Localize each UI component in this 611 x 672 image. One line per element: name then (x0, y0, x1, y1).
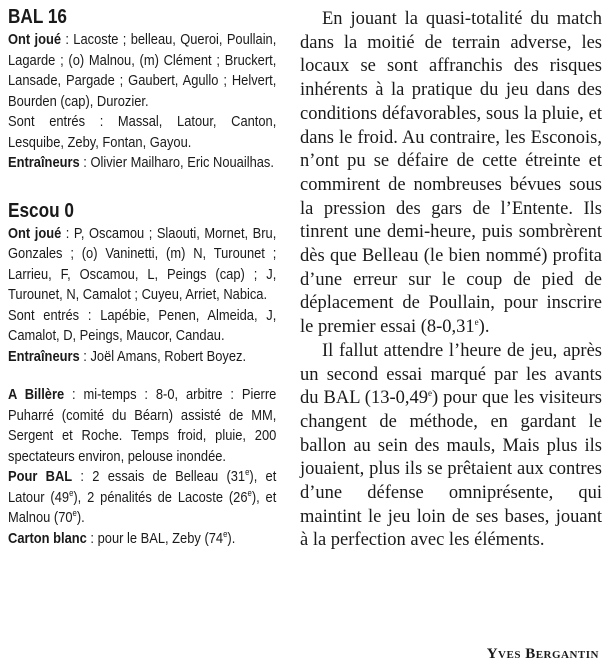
ordinal-sup: e (428, 388, 432, 399)
ont-joue-label: Ont joué (8, 224, 62, 242)
card-text: ). (227, 529, 236, 547)
team-home-coaches-names: : Olivier Mailharo, Eric Nouailhas. (79, 154, 274, 171)
article-paragraph-2 (300, 340, 602, 553)
team-away-block (8, 198, 276, 368)
article-text: ) pour que les visiteurs changent de méthode, en gardant le ballon au sein des mauls, Mais plus ils jouaient, plus ils se prêtaient aux contres d’une défense omniprésente, qui maintint le jeu loin de ses bases, jouant à la perfection avec les éléments. (300, 388, 602, 551)
ordinal-sup: e (69, 487, 74, 498)
scorers-info (8, 467, 276, 529)
article-text: En jouant la quasi-totalité du match dans la moitié de terrain adverse, les locaux se sont affranchis des risques inhérents à la pratique du jeu dans des conditions défavorables, sous la pluie, et dans le froid. Au contraire, les Esconois, n’ont pu se défaire de cette étreinte et commirent de nombreuses bévues sous la pression des gars de l’Entente. Ils tinrent une demi-heure, puis sombrèrent dès que Belleau (le bien nommé) profita d’une erreur sur le coup de pied de déplacement de Poullain, pour inscrire le premier essai (8-0,31 (300, 9, 602, 338)
team-home-block (8, 4, 276, 174)
article-paragraph-1 (300, 8, 602, 340)
ont-joue-label: Ont joué (8, 31, 62, 48)
article-text: Il fallut attendre l’heure de jeu, après un second essai marqué par les avants du BAL (13-0,49 (300, 340, 602, 409)
match-sheet-column (8, 4, 276, 549)
pour-bal-label: Pour BAL (8, 468, 73, 485)
scorers-text: ), et Malnou (70 (8, 488, 277, 526)
scorers-text: ), 2 pénalités de Lacoste (26 (73, 488, 248, 506)
ordinal-sup: e (245, 467, 250, 477)
scorers-text: : 2 essais de Belleau (31 (72, 468, 246, 485)
team-home-title: BAL 16 (8, 6, 67, 28)
team-away-title: Escou 0 (8, 199, 74, 222)
card-info (8, 529, 276, 550)
match-info-block (8, 385, 276, 549)
team-away-coaches-names: : Joël Amans, Robert Boyez. (79, 347, 247, 365)
team-home-substitutes: Sont entrés : Massal, Latour, Canton, Lesquibe, Zeby, Fontan, Gayou. (8, 113, 277, 151)
carton-label: Carton blanc (8, 529, 87, 547)
article-column (300, 8, 602, 553)
scorers-text: ), et Latour (49 (8, 468, 277, 506)
team-away-players: : P, Oscamou ; Slaouti, Mornet, Bru, Gonzales ; (o) Vaninetti, (m) N, Turounet ; Larrieu, F, Oscamou, L, Peings (cap) ; J, Turounet, N, Camalot ; Cuyeu, Arriet, Nabica. (8, 224, 277, 303)
entraineurs-label: Entraîneurs (8, 347, 80, 365)
ordinal-sup: e (474, 316, 479, 327)
scorers-text: ). (76, 509, 85, 526)
article-author: Yves Bergantin (486, 646, 599, 662)
venue-info (8, 385, 276, 467)
ordinal-sup: e (72, 508, 77, 518)
venue-label: A Billère (8, 386, 65, 403)
team-away-substitutes: Sont entrés : Lapébie, Penen, Almeida, J, Camalot, D, Peings, Maucor, Candau. (8, 306, 277, 344)
card-text: : pour le BAL, Zeby (74 (86, 529, 224, 547)
team-away-lineup (8, 224, 276, 306)
team-home-players: : Lacoste ; belleau, Queroi, Poullain, Lagarde ; (o) Malnou, (m) Clément ; Bruckert, Lansade, Pargade ; Gaubert, Agullo ; Helvert, Bourden (cap), Durozier. (8, 31, 277, 110)
team-home-coaches (8, 153, 276, 174)
ordinal-sup: e (247, 487, 252, 498)
entraineurs-label: Entraîneurs (8, 154, 80, 171)
team-home-lineup (8, 30, 276, 112)
team-away-coaches (8, 347, 276, 368)
venue-text: : mi-temps : 8-0, arbitre : Pierre Puharré (comité du Béarn) assisté de MM, Sergent et Roche. Temps froid, pluie, 200 spectateurs environ, pelouse inondée. (8, 386, 277, 465)
article-text: ). (478, 317, 490, 338)
ordinal-sup: e (223, 528, 228, 539)
